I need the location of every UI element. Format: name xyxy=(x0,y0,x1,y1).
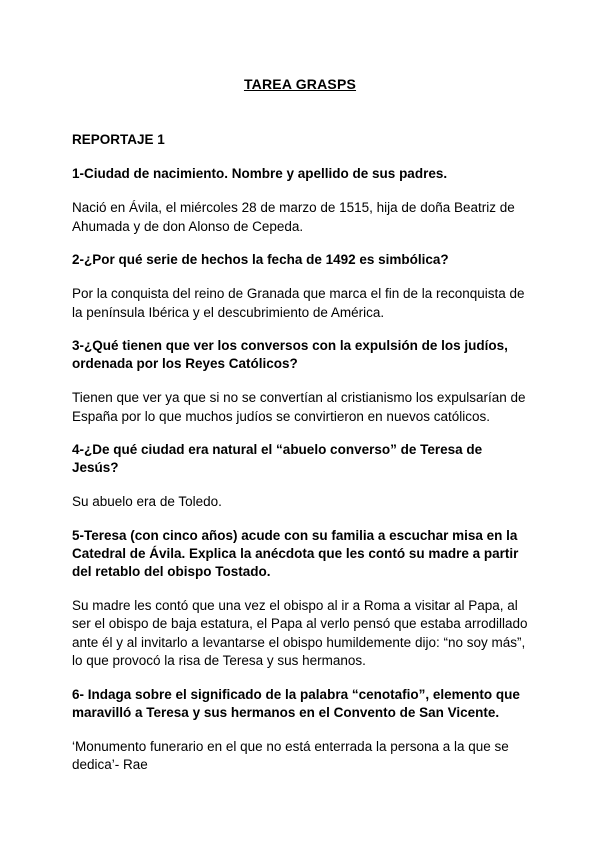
question-5: 5-Teresa (con cinco años) acude con su familia a escuchar misa en la Catedral de Ávila. Explica la anécdota que les contó su madre a partir del retablo del obispo Tostado. xyxy=(72,527,519,579)
answer-3: Tienen que ver ya que si no se convertían al cristianismo los expulsarían de España por lo que muchos judíos se convirtieron en nuevos católicos. xyxy=(72,390,526,424)
question-4: 4-¿De qué ciudad era natural el “abuelo converso” de Teresa de Jesús? xyxy=(72,442,483,475)
question-1: 1-Ciudad de nacimiento. Nombre y apellido de sus padres. xyxy=(72,166,448,181)
document-body xyxy=(72,132,532,790)
report-heading: REPORTAJE 1 xyxy=(72,132,165,147)
question-3: 3-¿Qué tienen que ver los conversos con la expulsión de los judíos, ordenada por los Reyes Católicos? xyxy=(72,338,508,371)
answer-6: ‘Monumento funerario en el que no está enterrada la persona a la que se dedica’- Rae xyxy=(72,738,509,772)
answer-4: Su abuelo era de Toledo. xyxy=(72,494,222,509)
question-6: 6- Indaga sobre el significado de la palabra “cenotafio”, elemento que maravilló a Teresa y sus hermanos en el Convento de San Vicente. xyxy=(72,686,520,720)
answer-1: Nació en Ávila, el miércoles 28 de marzo de 1515, hija de doña Beatriz de Ahumada y de don Alonso de Cepeda. xyxy=(72,200,515,234)
question-2: 2-¿Por qué serie de hechos la fecha de 1492 es simbólica? xyxy=(72,252,449,267)
document-title: TAREA GRASPS xyxy=(243,76,357,92)
answer-2: Por la conquista del reino de Granada que marca el fin de la reconquista de la península Ibérica y el descubrimiento de América. xyxy=(72,286,525,320)
answer-5: Su madre les contó que una vez el obispo al ir a Roma a visitar al Papa, al ser el obispo de baja estatura, el Papa al verlo pensó que estaba arrodillado ante él y al invitarlo a levantarse el obispo humildemente dijo: “no soy más”, lo que provocó la risa de Teresa y sus hermanos. xyxy=(72,597,528,668)
